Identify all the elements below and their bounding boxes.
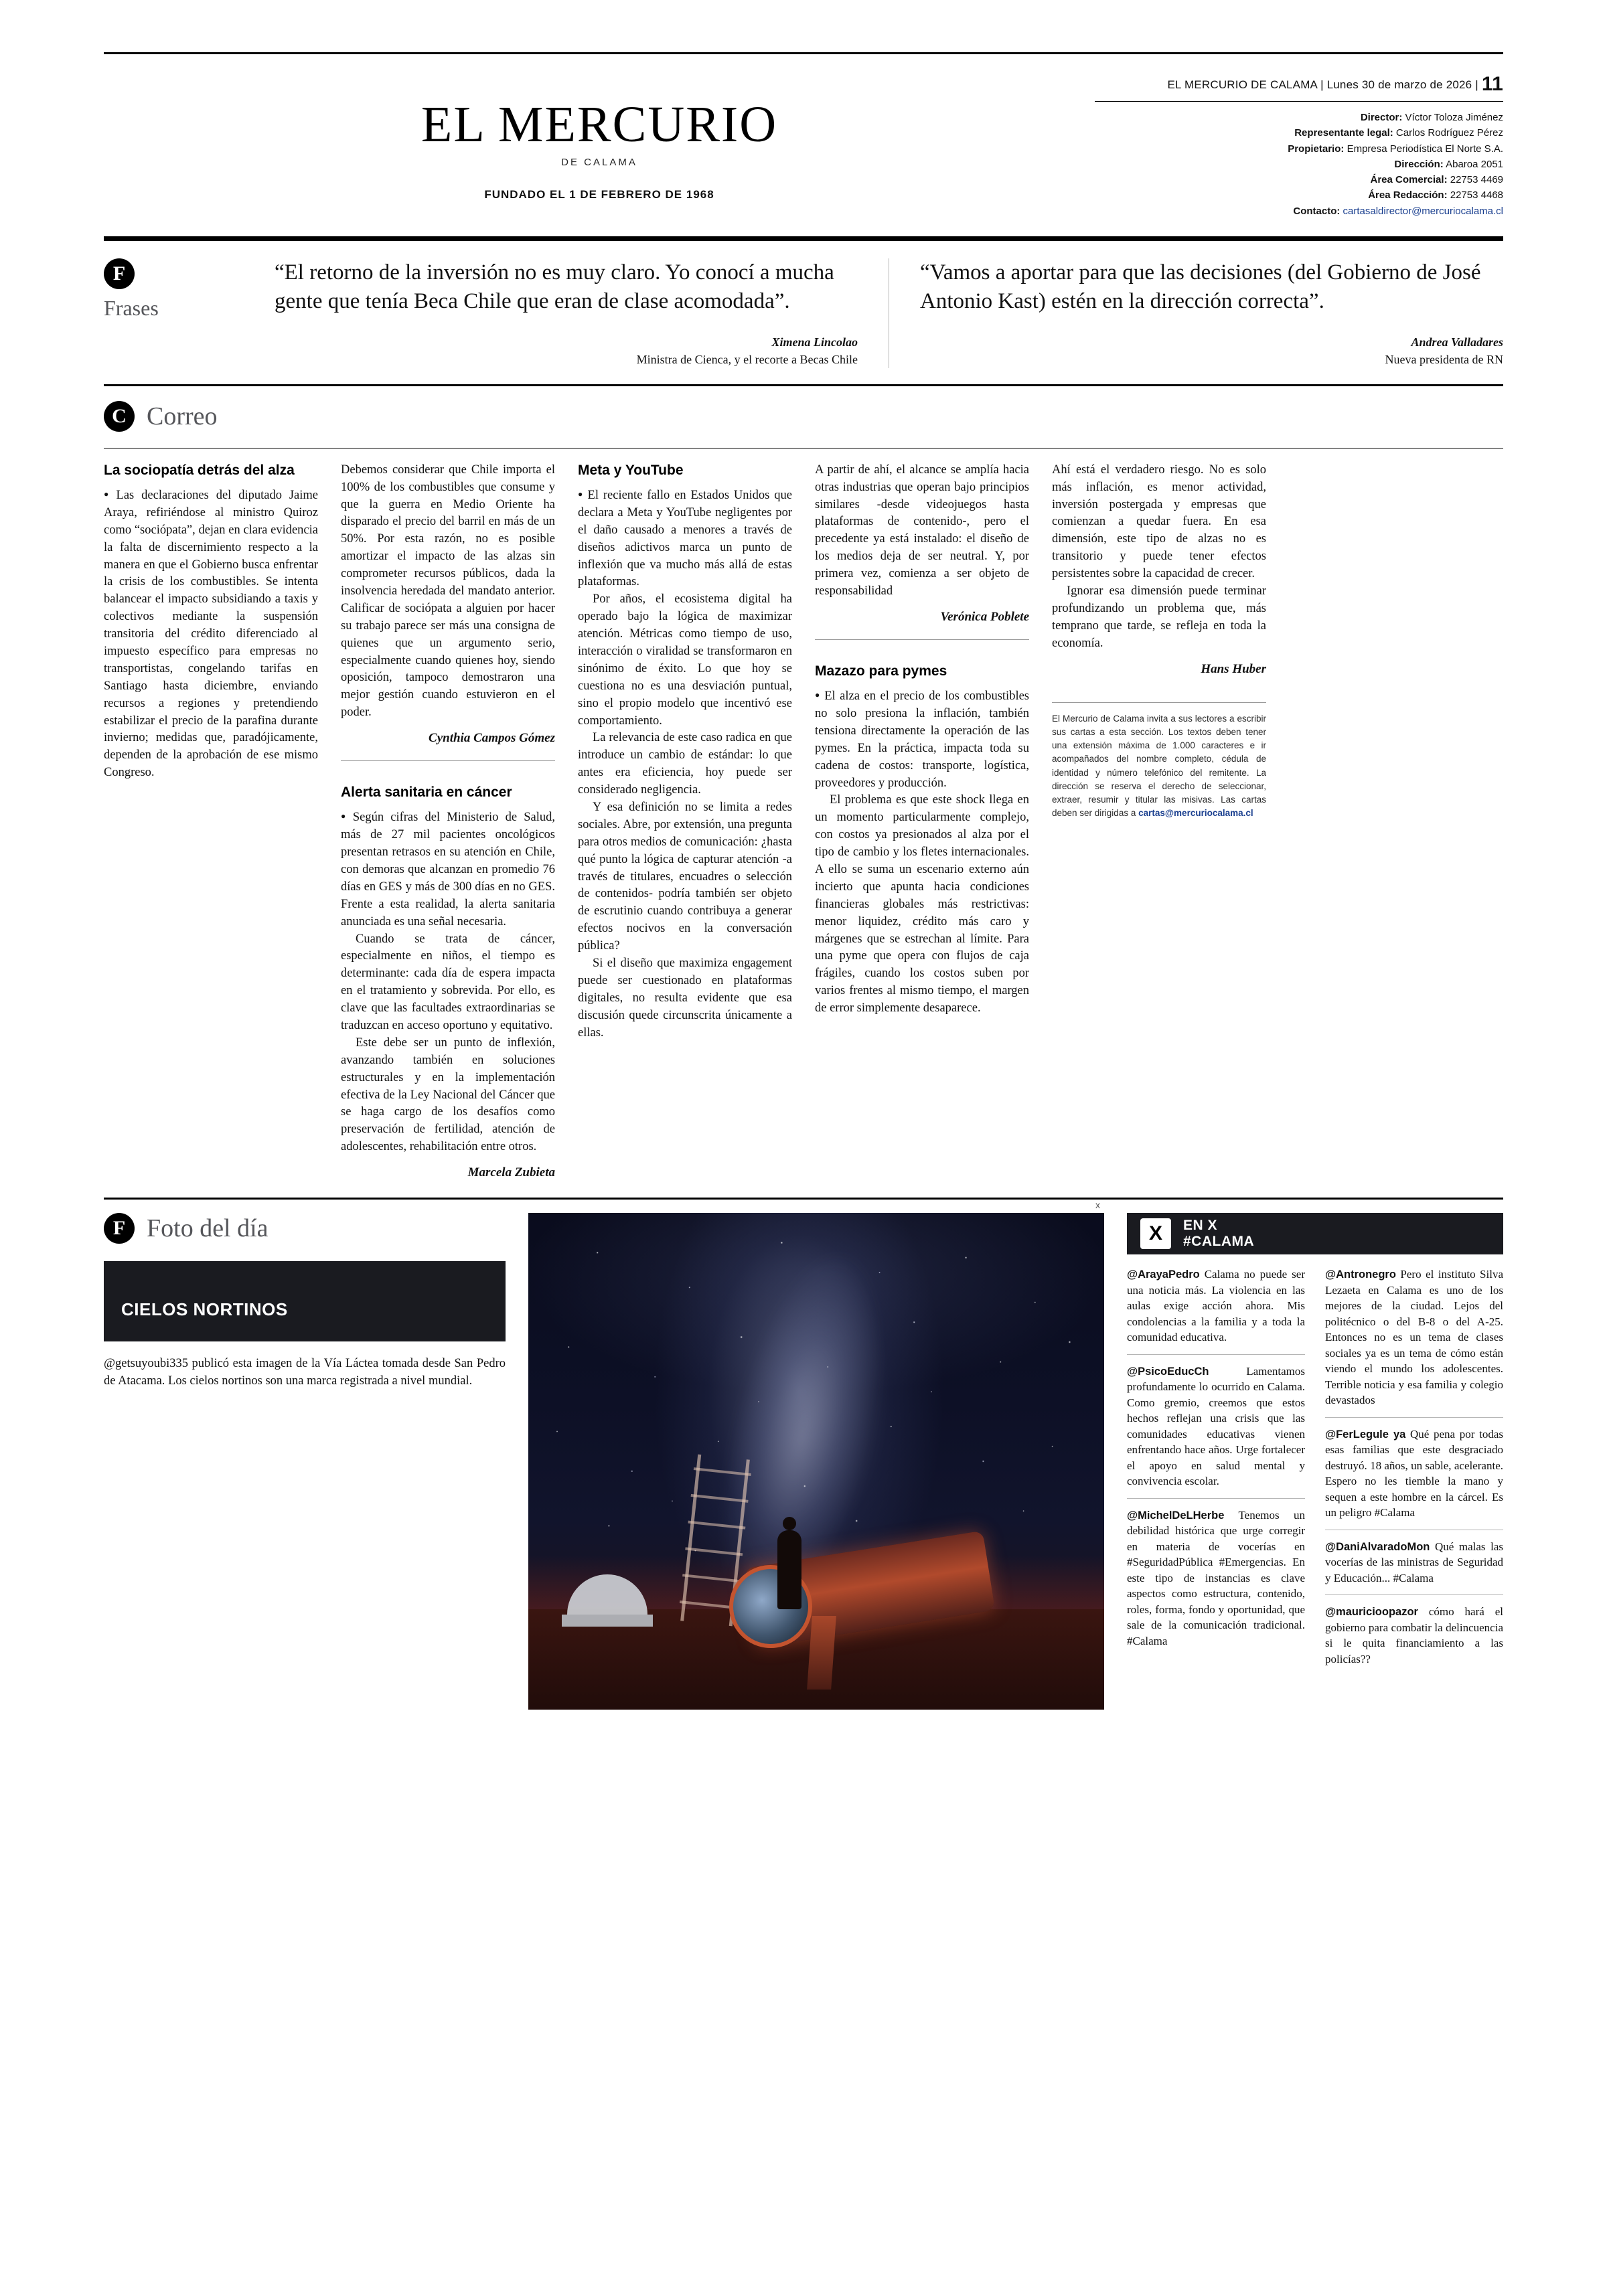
foto-label: Foto del día: [147, 1214, 269, 1243]
letter-body: [815, 688, 1029, 1017]
correo-badge-icon: C: [104, 401, 135, 432]
correo-columns: [104, 448, 1503, 1180]
letter-paragraph: Según cifras del Ministerio de Salud, más de 27 mil pacientes oncológicos presentan retrasos en su atención en Chile, con demoras que alcanzan en promedio 76 días en GES y más de 300 días en no GES. Frente a esta realidad, la alerta sanitaria anunciada es una señal necesaria.: [341, 811, 555, 928]
staff-value: 22753 4468: [1450, 189, 1503, 201]
masthead: [104, 52, 1503, 219]
letter-signature: Cynthia Campos Gómez: [429, 731, 555, 746]
letter-signature: Marcela Zubieta: [467, 1165, 555, 1180]
letter-body: [104, 487, 318, 782]
letter-divider: [341, 760, 555, 761]
letter-paragraph: Cuando se trata de cáncer, especialmente en niños, el tiempo es determinante: cada día de espera impacta en el tratamiento y sobrevida. Por ello, es clave que las facultades extraordinarias se traduzcan en acceso oportuno y equitativo.: [341, 932, 555, 1033]
letter-title: Mazazo para pymes: [815, 663, 947, 679]
correo-header: [104, 384, 1503, 432]
en-x-column: [1325, 1266, 1503, 1684]
letter-signature: Hans Huber: [1201, 661, 1266, 676]
letter-body: [1052, 462, 1266, 653]
staff-value: Empresa Periodística El Norte S.A.: [1347, 143, 1503, 155]
staff-row: [1095, 125, 1503, 141]
tweet-handle[interactable]: @MichelDeLHerbe: [1127, 1509, 1225, 1522]
milky-way-photo: [528, 1213, 1104, 1710]
staff-row: [1095, 203, 1503, 219]
letter-signature: Verónica Poblete: [940, 609, 1029, 624]
tweet-handle[interactable]: @PsicoEducCh: [1127, 1365, 1209, 1378]
x-logo-icon: X: [1140, 1218, 1171, 1249]
letter-paragraph: Si el diseño que maximiza engagement puede ser cuestionado en plataformas digitales, no resulta evidente que esa discusión quede circunscrita únicamente a ellas.: [578, 957, 792, 1040]
frases-label-block: [104, 258, 275, 368]
tweet-text: Qué pena por todas esas familias que este desgraciado destruyó. 18 años, un sable, acelerante. Espero no les tiemble la mano y sequen a este hombre en la cárcel. Es un peligro #Calama: [1325, 1427, 1503, 1520]
correo-column: [815, 462, 1029, 1180]
contact-email[interactable]: cartasaldirector@mercuriocalama.cl: [1343, 205, 1503, 217]
tweet-item: [1127, 1266, 1305, 1355]
letter-paragraph: El reciente fallo en Estados Unidos que declara a Meta y YouTube negligentes por el daño causado a menores a través de diseños adictivos marca un punto de inflexión que va mucho más allá de estas plataformas.: [578, 488, 792, 589]
staff-row: [1095, 172, 1503, 187]
frases-section: [104, 241, 1503, 380]
issue-text: EL MERCURIO DE CALAMA | Lunes 30 de marzo de 2026 |: [1167, 78, 1478, 91]
letter-body: [341, 462, 555, 722]
quote-role: Ministra de Cienca, y el recorte a Becas Chile: [636, 352, 858, 366]
photo-corner-mark: x: [1095, 1200, 1100, 1211]
correo-column-spacer: [1289, 462, 1503, 1180]
quote-attribution: [275, 333, 858, 368]
person-silhouette: [777, 1530, 801, 1609]
correo-column: [104, 462, 318, 1180]
tweet-item: [1325, 1604, 1503, 1675]
letter-paragraph: A partir de ahí, el alcance se amplía hacia otras industrias que operan bajo principios similares -desde videojuegos hasta plataformas de contenido-, pero el precedente ya está instalado: el diseño de los medios deja de ser neutral. Y, por primera vez, comienza a ser objeto de responsabilidad: [815, 463, 1029, 598]
staff-row: [1095, 110, 1503, 125]
foto-del-dia: [104, 1213, 506, 1710]
letter-paragraph: La relevancia de este caso radica en que introduce un cambio de estándar: lo que antes era eficiencia, hoy puede ser considerado negligencia.: [578, 731, 792, 797]
staff-label: Dirección:: [1394, 158, 1444, 170]
staff-label: Contacto:: [1293, 205, 1341, 217]
staff-row: [1095, 157, 1503, 172]
tweet-text: Pero el instituto Silva Lezaeta en Calama es uno de los mejores de la ciudad. Lejos del politécnico o del B-8 o del A-25. Entonces no es un tema de clases sociales ya es un tema de cómo están viendo el mundo los adolescentes. Terrible noticia y esa familia y colegio devastados: [1325, 1268, 1504, 1407]
foto-caption: [104, 1355, 506, 1390]
en-x-columns: [1127, 1266, 1503, 1684]
letter-paragraph: Debemos considerar que Chile importa el 100% de los combustibles que consume y que la guerra en Medio Oriente ha disparado el precio del barril en más de un 50%. Por esta razón, no es posible amortizar el impacto de las alzas sin comprometer recursos públicos, dada la insolvencia heredada del mandato anterior. Calificar de sociópata a alguien por hacer su trabajo parece ser más una consigna de quienes que un argumento serio, especialmente cuando quienes hoy, siendo oposición, tampoco demostraron una mejor gestión cuando estuvieron en el poder.: [341, 463, 555, 720]
tweet-text: cómo hará el gobierno para combatir la delincuencia si le quita financiamiento a las policías??: [1325, 1605, 1503, 1665]
staff-label: Representante legal:: [1294, 127, 1393, 139]
tweet-handle[interactable]: @FerLegule ya: [1325, 1428, 1406, 1441]
letter-divider: [815, 639, 1029, 640]
letter-paragraph: El problema es que este shock llega en un momento particularmente complejo, con costos ya presionados al alza por el tipo de cambio y los fletes internacionales. A ello se suma un escenario externo aún incierto que apunta hacia condiciones financieras globales más restrictivas: menor liquidez, crédito más caro y márgenes que se estrechan al límite. Para una pyme que opera con flujos de caja frágiles, cuando los costos suben por varios frentes al mismo tiempo, el margen de error simplemente desaparece.: [815, 793, 1029, 1015]
page-number: 11: [1481, 73, 1503, 95]
staff-value: Carlos Rodríguez Pérez: [1395, 127, 1503, 139]
en-x-title-line1: EN X: [1183, 1218, 1218, 1233]
frases-badge-icon: F: [104, 258, 135, 289]
foto-header: [104, 1213, 506, 1244]
en-x-title-line2: #CALAMA: [1183, 1234, 1255, 1250]
tweet-item: [1325, 1426, 1503, 1530]
correo-column: [1052, 462, 1266, 1180]
foto-y-redes-section: [104, 1198, 1503, 1710]
letter-paragraph: Ahí está el verdadero riesgo. No es solo más inflación, es menor actividad, inversión postergada y empresas que comienzan a quedar fuera. En esa dimensión, este tipo de alzas no es transitorio y puede tener efectos persistentes sobre la capacidad de crecer.: [1052, 463, 1266, 581]
correo-column: [341, 462, 555, 1180]
tweet-text: Tenemos un debilidad histórica que urge corregir en materia de vocerías en #SeguridadPública #Emergencias. En este tipo de instancias es clave aspectos como estructura, contenido, roles, forma, fondo y oportunidad, que sale de la comunicación tradicional. #Calama: [1127, 1508, 1305, 1647]
quote-attribution: [920, 333, 1503, 368]
letter-paragraph: El alza en el precio de los combustibles no solo presiona la inflación, también tensiona directamente la operación de las pymes. En la práctica, impacta toda su cadena de costos: transporte, logística, proveedores y producción.: [815, 689, 1030, 790]
staff-label: Propietario:: [1288, 143, 1345, 155]
letter-body: [815, 462, 1029, 600]
masthead-brand: [104, 72, 1095, 201]
correo-column: [578, 462, 792, 1180]
quote-role: Nueva presidenta de RN: [1385, 352, 1503, 366]
foto-image-wrap: [528, 1200, 1104, 1710]
staff-value: Abaroa 2051: [1446, 158, 1503, 170]
quote-author: Andrea Valladares: [1411, 335, 1503, 349]
en-x-title: [1183, 1218, 1254, 1250]
tweet-item: [1325, 1266, 1503, 1417]
quote-block: [889, 258, 1503, 368]
tweet-handle[interactable]: @Antronegro: [1325, 1268, 1396, 1281]
tweet-item: [1127, 1507, 1305, 1657]
newspaper-founded: FUNDADO EL 1 DE FEBRERO DE 1968: [484, 188, 714, 201]
staff-row: [1095, 141, 1503, 157]
en-x-section: [1127, 1213, 1503, 1710]
tweet-handle[interactable]: @DaniAlvaradoMon: [1325, 1540, 1430, 1553]
telescope-mount: [807, 1616, 836, 1690]
tweet-handle[interactable]: @mauricioopazor: [1325, 1606, 1418, 1619]
staff-row: [1095, 187, 1503, 203]
quote-block: [275, 258, 889, 368]
tweet-item: [1325, 1539, 1503, 1596]
staff-label: Área Comercial:: [1370, 174, 1448, 185]
submission-email[interactable]: cartas@mercuriocalama.cl: [1138, 808, 1253, 819]
submission-note-text: El Mercurio de Calama invita a sus lectores a escribir sus cartas a esta sección. Los textos deben tener una extensión máxima de 1.000 caracteres e ir acompañados del nombre completo, cédula de identidad y número telefónico del remitente. La dirección se reserva el derecho de seleccionar, extraer, resumir y titular las misivas. Las cartas deben ser dirigidas a: [1052, 713, 1266, 819]
frases-label: Frases: [104, 295, 159, 320]
tweet-text: Lamentamos profundamente lo ocurrido en Calama. Como gremio, creemos que estos hechos reflejan una crisis que las comunidades educativas vienen enfrentando hace años. Urge fortalecer el apoyo en salud mental y convivencia escolar.: [1127, 1364, 1305, 1488]
foto-caption-text: @getsuyoubi335 publicó esta imagen de la Vía Láctea tomada desde San Pedro de Atacama. Los cielos nortinos son una marca registrada a nivel mundial.: [104, 1357, 506, 1388]
tweet-text: Calama no puede ser una noticia más. La violencia en las aulas exige acción ahora. Mis condolencias a la familia y a toda la comunidad educativa.: [1127, 1268, 1305, 1344]
letter-body: [341, 809, 555, 1156]
quote-text: “Vamos a aportar para que las decisiones (del Gobierno de José Antonio Kast) estén en la dirección correcta”.: [920, 260, 1481, 313]
masthead-info: [1095, 72, 1503, 219]
letter-paragraph: Y esa definición no se limita a redes sociales. Abre, por extensión, una pregunta para otros medios de comunicación: ¿hasta qué punto la lógica de capturar atención -a través de titulares, encuadres o selección de contenidos- podría también ser objeto de escrutinio cuando contribuya a generar efectos nocivos en la conversación pública?: [578, 801, 792, 953]
foto-band-title: CIELOS NORTINOS: [104, 1261, 506, 1341]
correo-label: Correo: [147, 402, 218, 430]
tweet-item: [1127, 1364, 1305, 1499]
submission-note: [1052, 702, 1266, 821]
newspaper-title: EL MERCURIO: [420, 96, 778, 153]
letter-title: La sociopatía detrás del alza: [104, 462, 295, 478]
en-x-column: [1127, 1266, 1305, 1684]
staff-value: Víctor Toloza Jiménez: [1405, 112, 1503, 123]
tweet-text: Qué malas las vocerías de las ministras de Seguridad y Educación... #Calama: [1325, 1540, 1503, 1584]
staff-value: 22753 4469: [1450, 174, 1503, 185]
foto-badge-icon: F: [104, 1213, 135, 1244]
staff-label: Área Redacción:: [1368, 189, 1448, 201]
staff-list: [1095, 110, 1503, 219]
masthead-divider: [104, 236, 1503, 241]
quote-author: Ximena Lincolao: [771, 335, 858, 349]
letter-paragraph: Este debe ser un punto de inflexión, avanzando también en soluciones estructurales y en la implementación efectiva de la Ley Nacional del Cáncer que se haga cargo de los desafíos como preservación de fertilidad, atención de adolescentes, rehabilitación entre otros.: [341, 1036, 555, 1154]
quote-text: “El retorno de la inversión no es muy claro. Yo conocí a mucha gente que tenía Beca Chile que eran de clase acomodada”.: [275, 260, 834, 313]
staff-label: Director:: [1360, 112, 1403, 123]
letter-paragraph: Las declaraciones del diputado Jaime Araya, refiriéndose al ministro Quiroz como “sociópata”, dejan en clara evidencia la falta de discernimiento respecto a la manera en que el Gobierno busca enfrentar la crisis de los combustibles. Se intenta balancear el impacto subsidiando a taxis y colectivos mediante la suspensión transitoria del crédito diferenciado al impuesto específico para empresas no transportistas, congelando tarifas en Santiago hasta diciembre, enviando recursos a regiones y pretendiendo estabilizar el precio de la parafina durante invierno; medidas que, paradójicamente, dependen de la aprobación de ese mismo Congreso.: [104, 488, 318, 780]
letter-paragraph: Ignorar esa dimensión puede terminar profundizando un problema que, más temprano que tarde, se refleja en toda la economía.: [1052, 584, 1266, 650]
issue-line: [1095, 73, 1503, 102]
newspaper-subtitle: DE CALAMA: [561, 157, 637, 168]
en-x-header: [1127, 1213, 1503, 1254]
letter-title: Meta y YouTube: [578, 462, 684, 478]
tweet-handle[interactable]: @ArayaPedro: [1127, 1268, 1200, 1281]
letter-title: Alerta sanitaria en cáncer: [341, 785, 512, 801]
letter-paragraph: Por años, el ecosistema digital ha operado bajo la lógica de maximizar atención. Métricas como tiempo de uso, interacción o viralidad se transformaron en sinónimo de éxito. Lo que hoy se cuestiona no es una desviación puntual, sino el propio modelo que incentivó ese comportamiento.: [578, 592, 792, 728]
letter-body: [578, 487, 792, 1042]
